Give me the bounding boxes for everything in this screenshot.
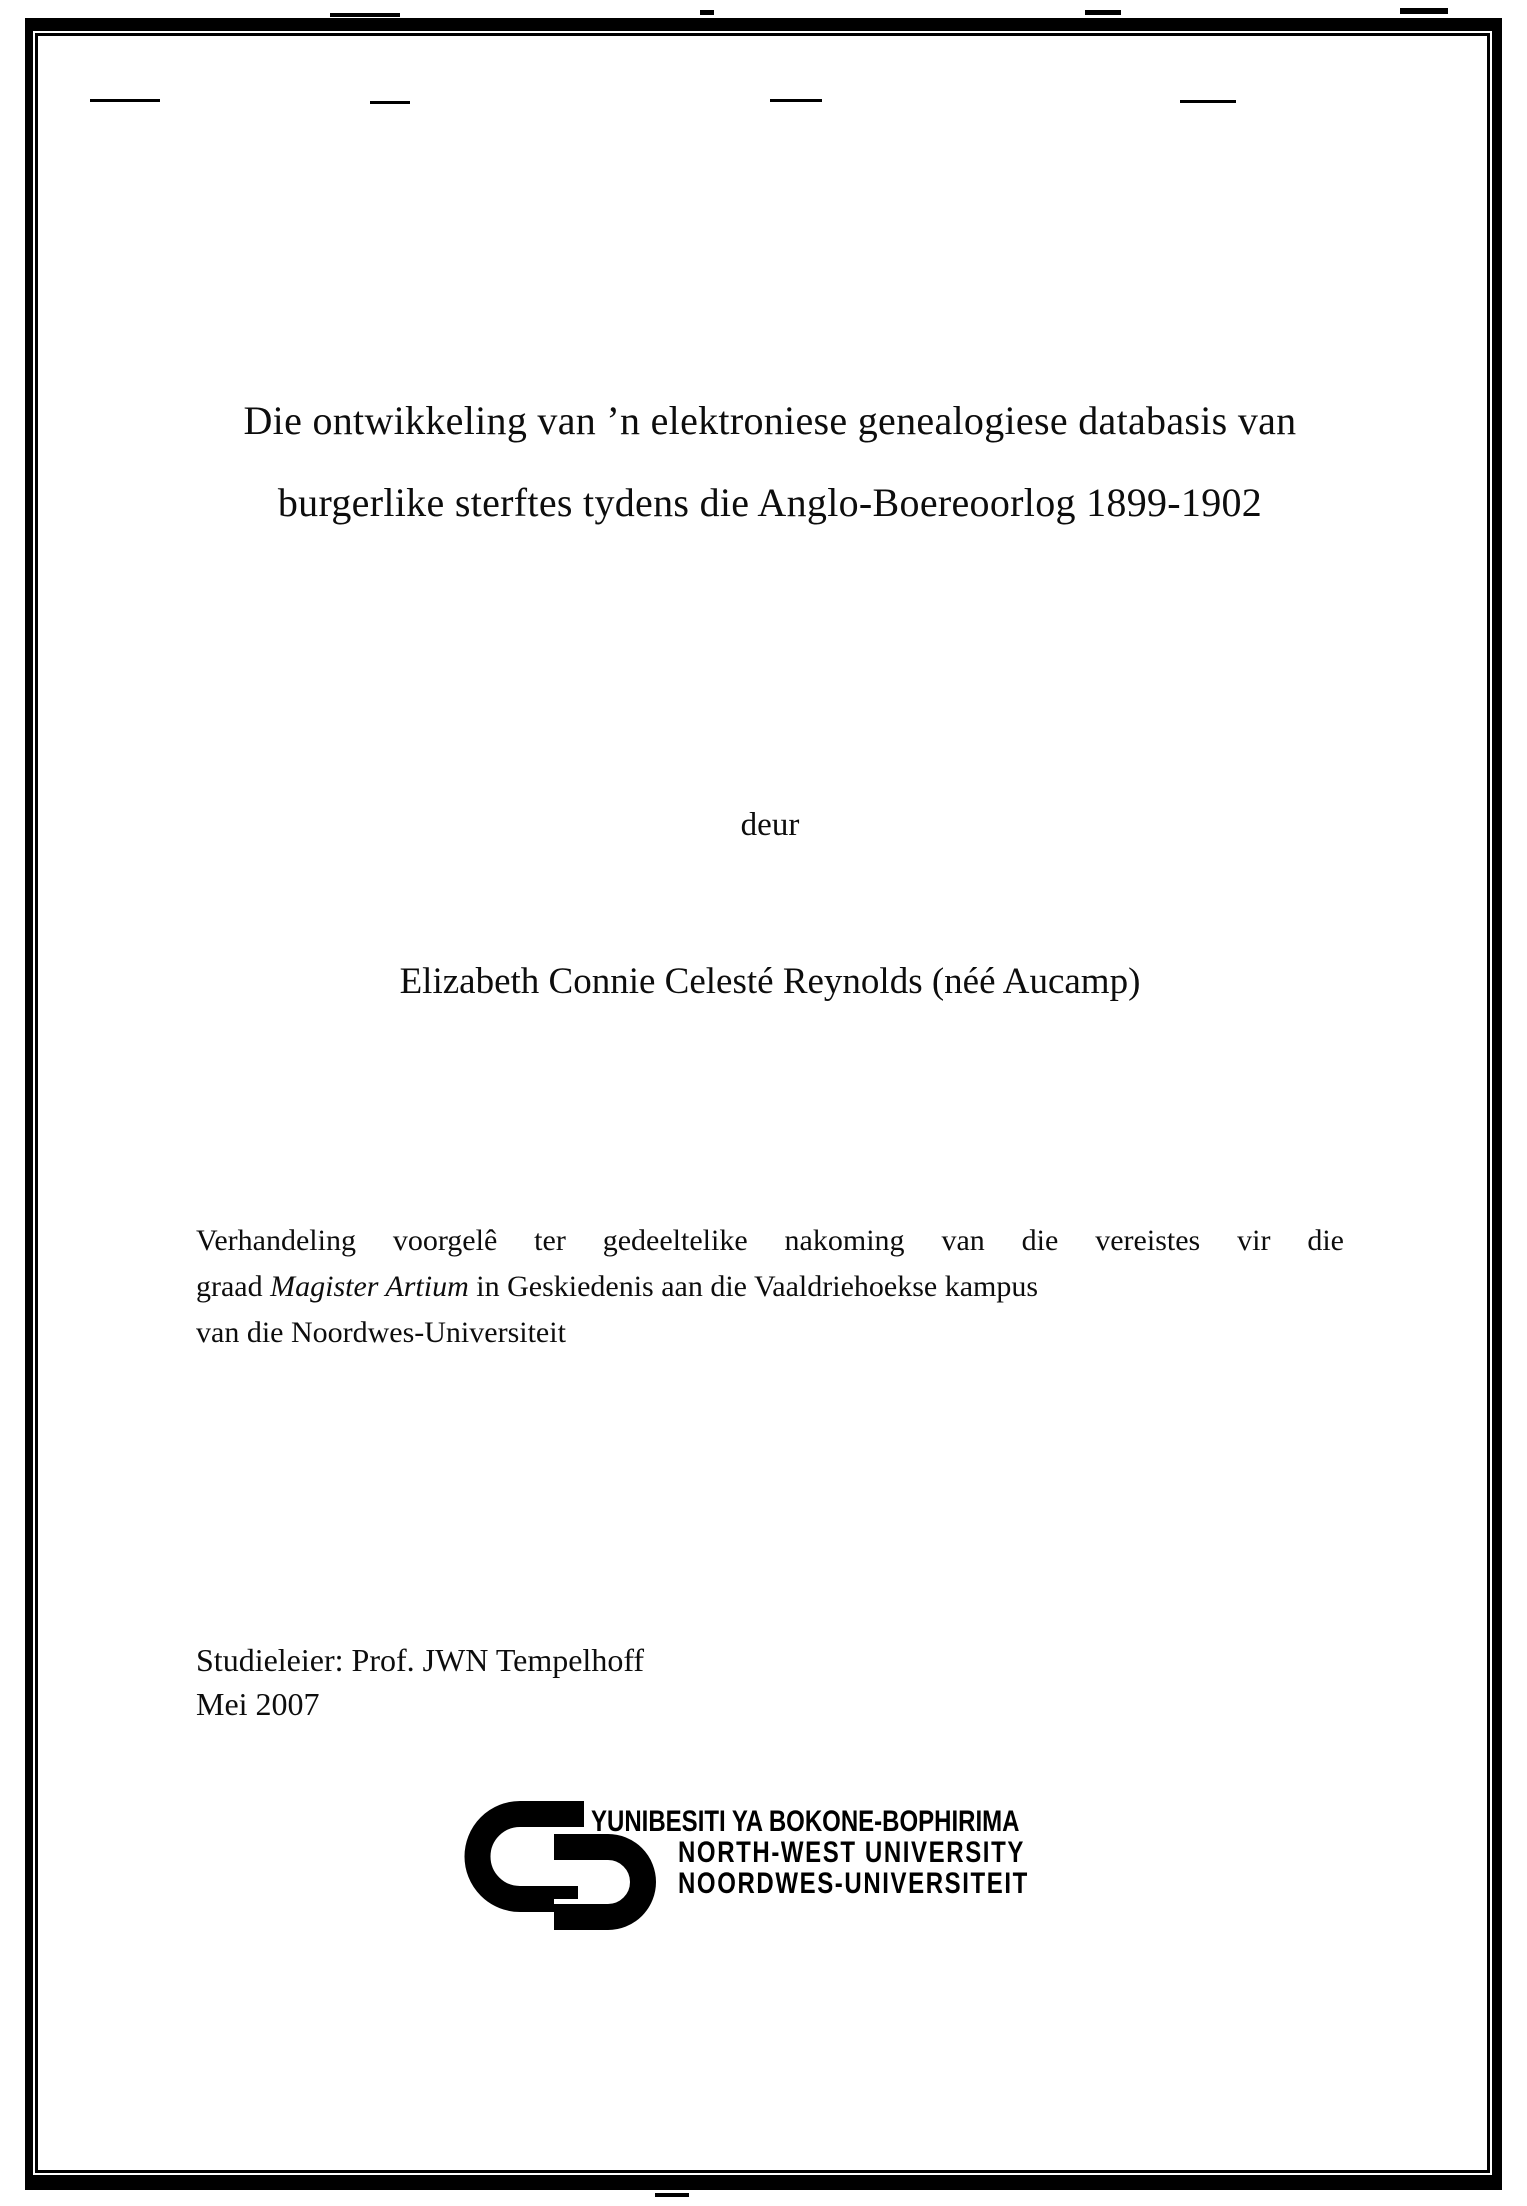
byline-deur: deur xyxy=(740,807,800,843)
thesis-title xyxy=(40,380,1500,544)
scan-noise-mark xyxy=(1085,10,1121,15)
supervisor-block xyxy=(196,1638,644,1726)
logo-line-setswana: YUNIBESITI YA BOKONE-BOPHIRIMA xyxy=(591,1805,1020,1838)
degree-statement xyxy=(196,1218,1344,1356)
scan-noise-mark xyxy=(655,2193,689,2197)
scan-noise-mark xyxy=(370,101,410,104)
author-name: Elizabeth Connie Celesté Reynolds (néé Aucamp) xyxy=(399,961,1141,1002)
degree-statement-line2 xyxy=(196,1264,1344,1310)
thesis-title-line2: burgerlike sterftes tydens die Anglo-Boereoorlog 1899-1902 xyxy=(277,480,1263,525)
logo-line-english: NORTH-WEST UNIVERSITY xyxy=(678,1836,1025,1869)
degree-statement-line1: Verhandeling voorgelê ter gedeeltelike nakoming van die vereistes vir die xyxy=(196,1224,1344,1257)
scan-noise-mark xyxy=(1180,100,1236,103)
supervisor-line: Studieleier: Prof. JWN Tempelhoff xyxy=(196,1642,645,1678)
scan-noise-mark xyxy=(330,13,400,17)
scan-noise-mark xyxy=(90,99,160,102)
degree-statement-line2-suffix: in Geskiedenis aan die Vaaldriehoekse kampus xyxy=(468,1270,1039,1303)
scan-noise-mark xyxy=(700,10,714,15)
thesis-title-line1: Die ontwikkeling van ’n elektroniese genealogiese databasis van xyxy=(243,398,1297,443)
degree-name-italic: Magister Artium xyxy=(270,1270,469,1303)
scan-noise-mark xyxy=(770,99,822,102)
date-line: Mei 2007 xyxy=(196,1686,320,1722)
university-logo-text xyxy=(591,1806,1127,1899)
logo-line-afrikaans: NOORDWES-UNIVERSITEIT xyxy=(678,1867,1029,1900)
university-logo xyxy=(462,1801,1122,1941)
degree-statement-line3: van die Noordwes-Universiteit xyxy=(196,1316,566,1349)
degree-statement-line2-prefix: graad xyxy=(196,1270,271,1303)
scan-noise-mark xyxy=(1400,8,1448,14)
